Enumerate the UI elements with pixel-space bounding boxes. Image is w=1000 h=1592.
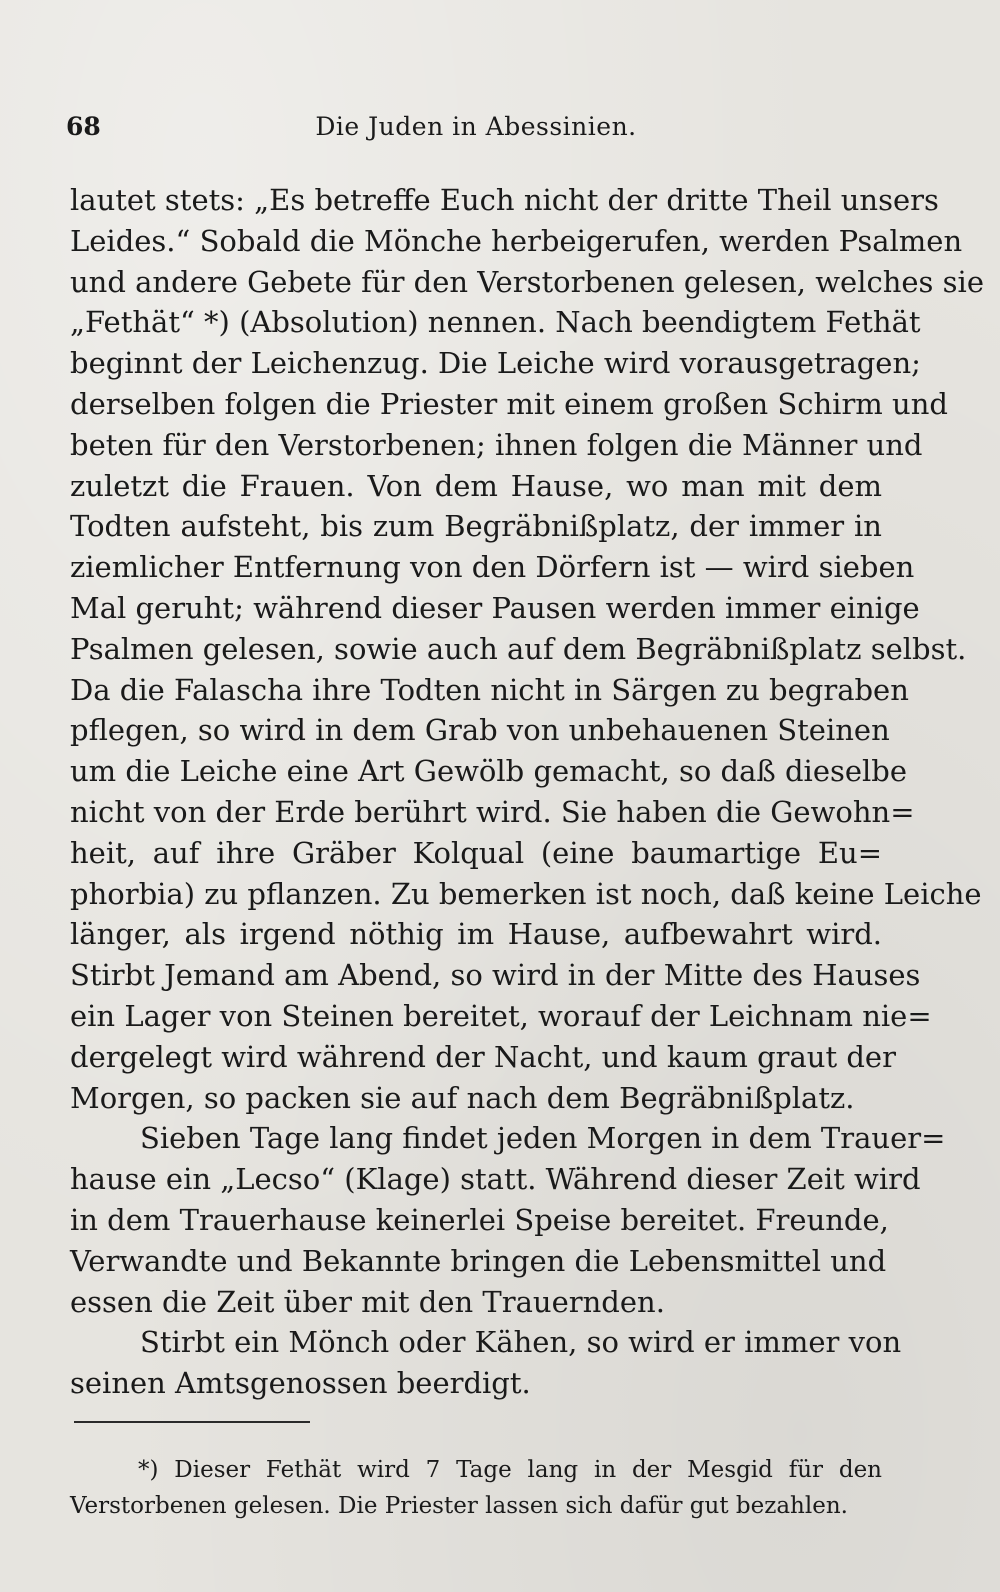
text-line: in dem Trauerhause keinerlei Speise bereitet. Freunde, — [70, 1202, 889, 1237]
text-line: hause ein „Lecso“ (Klage) statt. Während dieser Zeit wird — [70, 1162, 921, 1197]
text-line: pflegen, so wird in dem Grab von unbehauenen Steinen — [70, 713, 890, 748]
footnote-line: Verstorbenen gelesen. Die Priester lassen sich dafür gut bezahlen. — [70, 1493, 848, 1519]
text-line: dergelegt wird während der Nacht, und kaum graut der — [70, 1039, 896, 1074]
text-line: und andere Gebete für den Verstorbenen gelesen, welches sie — [70, 264, 984, 299]
text-line: „Fethät“ *) (Absolution) nennen. Nach beendigtem Fethät — [70, 305, 921, 340]
text-line: beten für den Verstorbenen; ihnen folgen die Männer und — [70, 427, 923, 462]
body-text — [70, 180, 984, 1404]
text-line: derselben folgen die Priester mit einem großen Schirm und — [70, 386, 948, 421]
text-line: beginnt der Leichenzug. Die Leiche wird vorausgetragen; — [70, 346, 921, 381]
text-line: Todten aufsteht, bis zum Begräbnißplatz, der immer in — [70, 509, 882, 544]
text-line: nicht von der Erde berührt wird. Sie haben die Gewohn= — [70, 794, 915, 829]
text-line: Psalmen gelesen, sowie auch auf dem Begräbnißplatz selbst. — [70, 631, 967, 666]
text-line: heit, auf ihre Gräber Kolqual (eine baumartige Eu= — [70, 835, 882, 870]
text-line: Stirbt Jemand am Abend, so wird in der Mitte des Hauses — [70, 958, 921, 993]
text-line: ziemlicher Entfernung von den Dörfern ist — wird sieben — [70, 550, 915, 585]
page-number: 68 — [66, 112, 101, 141]
footnote — [70, 1452, 882, 1524]
text-line: Morgen, so packen sie auf nach dem Begräbnißplatz. — [70, 1080, 855, 1115]
footnote-divider — [74, 1421, 310, 1423]
text-line: Stirbt ein Mönch oder Kähen, so wird er immer von — [140, 1325, 902, 1360]
text-line: phorbia) zu pflanzen. Zu bemerken ist noch, daß keine Leiche — [70, 876, 982, 911]
footnote-line: *) Dieser Fethät wird 7 Tage lang in der Mesgid für den — [138, 1457, 882, 1483]
text-line: Verwandte und Bekannte bringen die Lebensmittel und — [70, 1243, 887, 1278]
text-line: um die Leiche eine Art Gewölb gemacht, so daß dieselbe — [70, 754, 908, 789]
text-line: zuletzt die Frauen. Von dem Hause, wo man mit dem — [70, 468, 882, 503]
text-line: lautet stets: „Es betreffe Euch nicht der dritte Theil unsers — [70, 183, 939, 217]
running-title: Die Juden in Abessinien. — [315, 112, 637, 141]
text-line: länger, als irgend nöthig im Hause, aufbewahrt wird. — [70, 917, 882, 952]
text-line: essen die Zeit über mit den Trauernden. — [70, 1284, 665, 1319]
text-line: Da die Falascha ihre Todten nicht in Särgen zu begraben — [70, 672, 909, 707]
page-header — [66, 112, 886, 148]
text-line: Mal geruht; während dieser Pausen werden immer einige — [70, 590, 920, 625]
text-line: seinen Amtsgenossen beerdigt. — [70, 1366, 531, 1401]
text-line: Leides.“ Sobald die Mönche herbeigerufen, werden Psalmen — [70, 223, 963, 258]
text-line: Sieben Tage lang findet jeden Morgen in dem Trauer= — [140, 1121, 946, 1156]
text-line: ein Lager von Steinen bereitet, worauf der Leichnam nie= — [70, 998, 932, 1033]
